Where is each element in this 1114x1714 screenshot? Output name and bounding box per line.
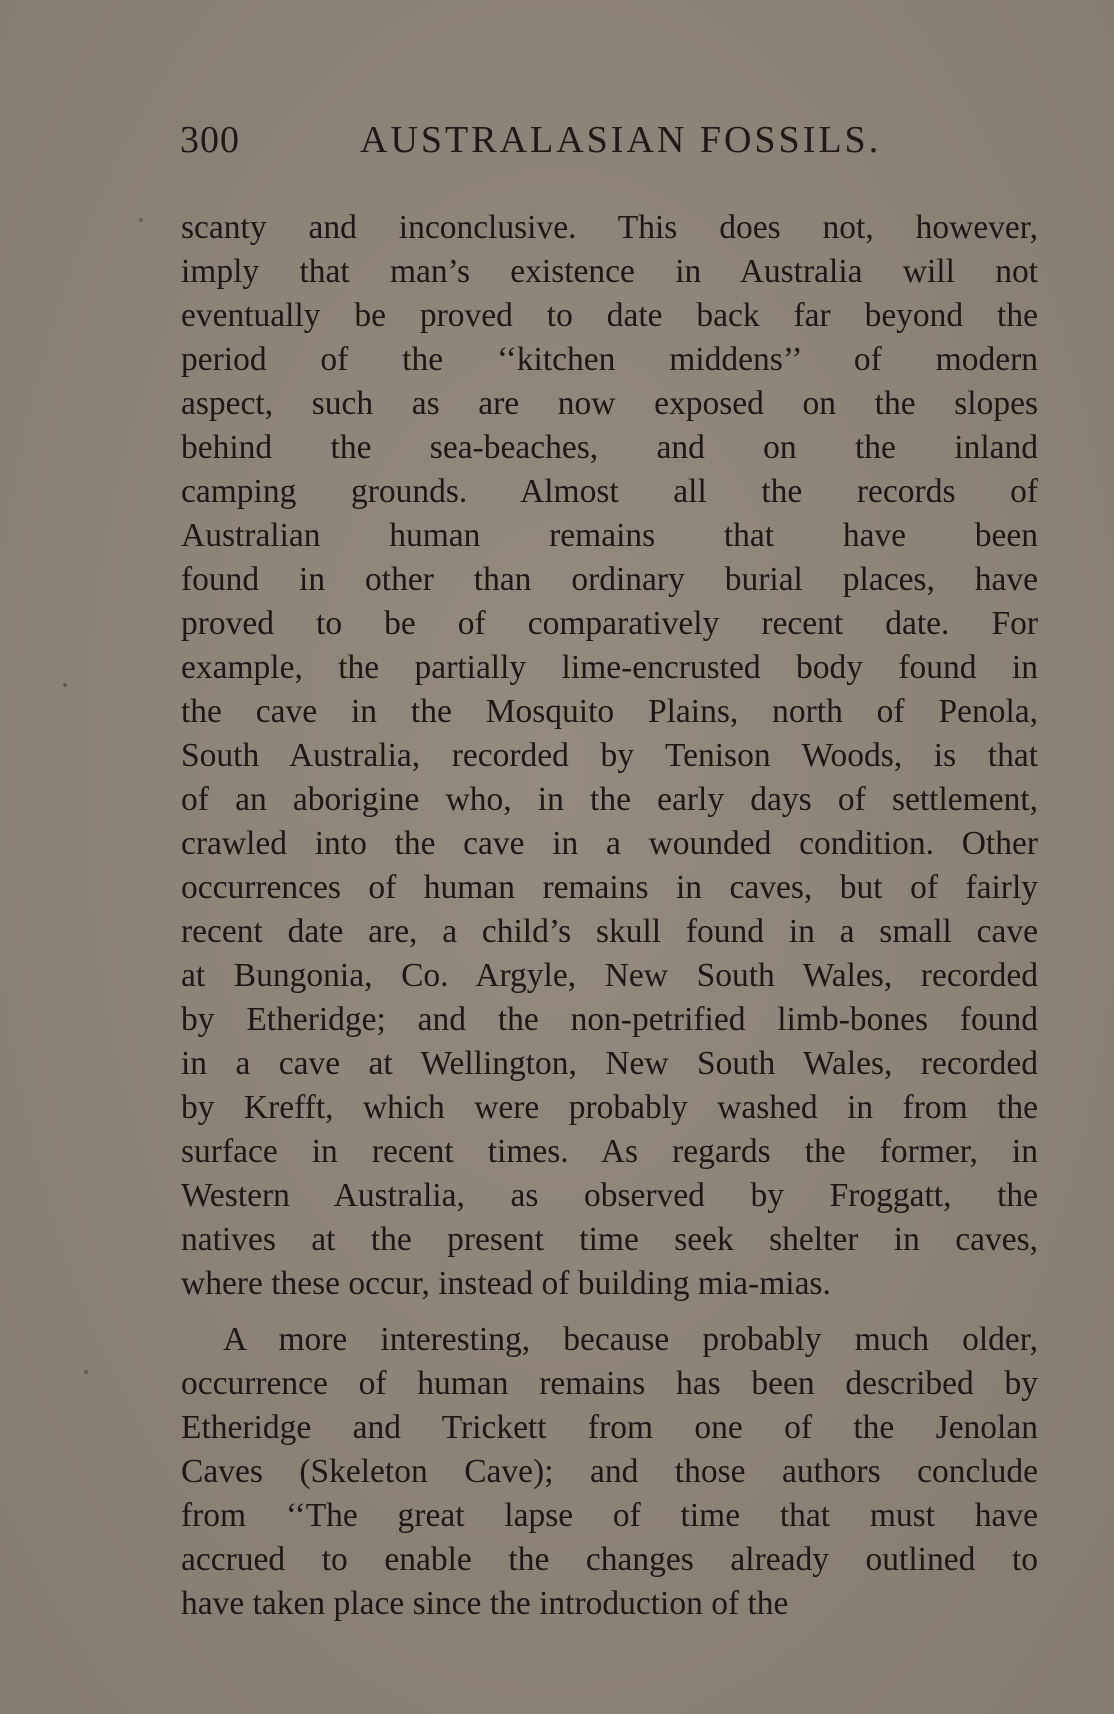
paragraph bbox=[181, 206, 1038, 1306]
text-line: A more interesting, because probably much older, bbox=[223, 1321, 1038, 1358]
text-line: Australian human remains that have been bbox=[181, 517, 1038, 554]
text-line: imply that man’s existence in Australia will not bbox=[181, 253, 1038, 290]
text-line: Caves (Skeleton Cave); and those authors conclude bbox=[181, 1453, 1038, 1490]
text-line: recent date are, a child’s skull found in a small cave bbox=[181, 913, 1038, 950]
running-title: AUSTRALASIAN FOSSILS. bbox=[360, 119, 882, 161]
text-line: accrued to enable the changes already outlined to bbox=[181, 1541, 1038, 1578]
text-line: Western Australia, as observed by Froggatt, the bbox=[181, 1177, 1038, 1214]
text-line: occurrences of human remains in caves, but of fairly bbox=[181, 869, 1038, 906]
text-line: aspect, such as are now exposed on the slopes bbox=[181, 385, 1038, 422]
text-line: the cave in the Mosquito Plains, north of Penola, bbox=[181, 693, 1038, 730]
text-line: occurrence of human remains has been described by bbox=[181, 1365, 1038, 1402]
text-line: South Australia, recorded by Tenison Woods, is that bbox=[181, 737, 1038, 774]
text-line: by Krefft, which were probably washed in from the bbox=[181, 1089, 1038, 1126]
text-line: Etheridge and Trickett from one of the Jenolan bbox=[181, 1409, 1038, 1446]
page-number: 300 bbox=[180, 119, 240, 161]
text-line: of an aborigine who, in the early days of settlement, bbox=[181, 781, 1038, 818]
text-line: from ‘‘The great lapse of time that must have bbox=[181, 1497, 1038, 1534]
body-text bbox=[181, 206, 1038, 1626]
paper-speck bbox=[63, 683, 67, 687]
text-line: by Etheridge; and the non-petrified limb-bones found bbox=[181, 1001, 1038, 1038]
text-line: surface in recent times. As regards the former, in bbox=[181, 1133, 1038, 1170]
text-line: found in other than ordinary burial places, have bbox=[181, 561, 1038, 598]
paper-speck bbox=[139, 218, 143, 222]
text-line: behind the sea-beaches, and on the inland bbox=[181, 429, 1038, 466]
text-line: scanty and inconclusive. This does not, however, bbox=[181, 209, 1038, 246]
text-line: period of the ‘‘kitchen middens’’ of modern bbox=[181, 341, 1038, 378]
paper-speck bbox=[84, 1370, 88, 1374]
text-line: natives at the present time seek shelter in caves, bbox=[181, 1221, 1038, 1258]
text-line: crawled into the cave in a wounded condition. Other bbox=[181, 825, 1038, 862]
text-line: camping grounds. Almost all the records of bbox=[181, 473, 1038, 510]
text-line: at Bungonia, Co. Argyle, New South Wales, recorded bbox=[181, 957, 1038, 994]
paragraph bbox=[181, 1318, 1038, 1626]
text-line: where these occur, instead of building mia-mias. bbox=[181, 1265, 831, 1302]
text-line: example, the partially lime-encrusted body found in bbox=[181, 649, 1038, 686]
paragraph-gap bbox=[181, 1306, 1038, 1318]
text-line: proved to be of comparatively recent date. For bbox=[181, 605, 1038, 642]
text-line: have taken place since the introduction of the bbox=[181, 1585, 789, 1622]
text-line: in a cave at Wellington, New South Wales, recorded bbox=[181, 1045, 1038, 1082]
text-line: eventually be proved to date back far beyond the bbox=[181, 297, 1038, 334]
page-header bbox=[180, 118, 1040, 178]
